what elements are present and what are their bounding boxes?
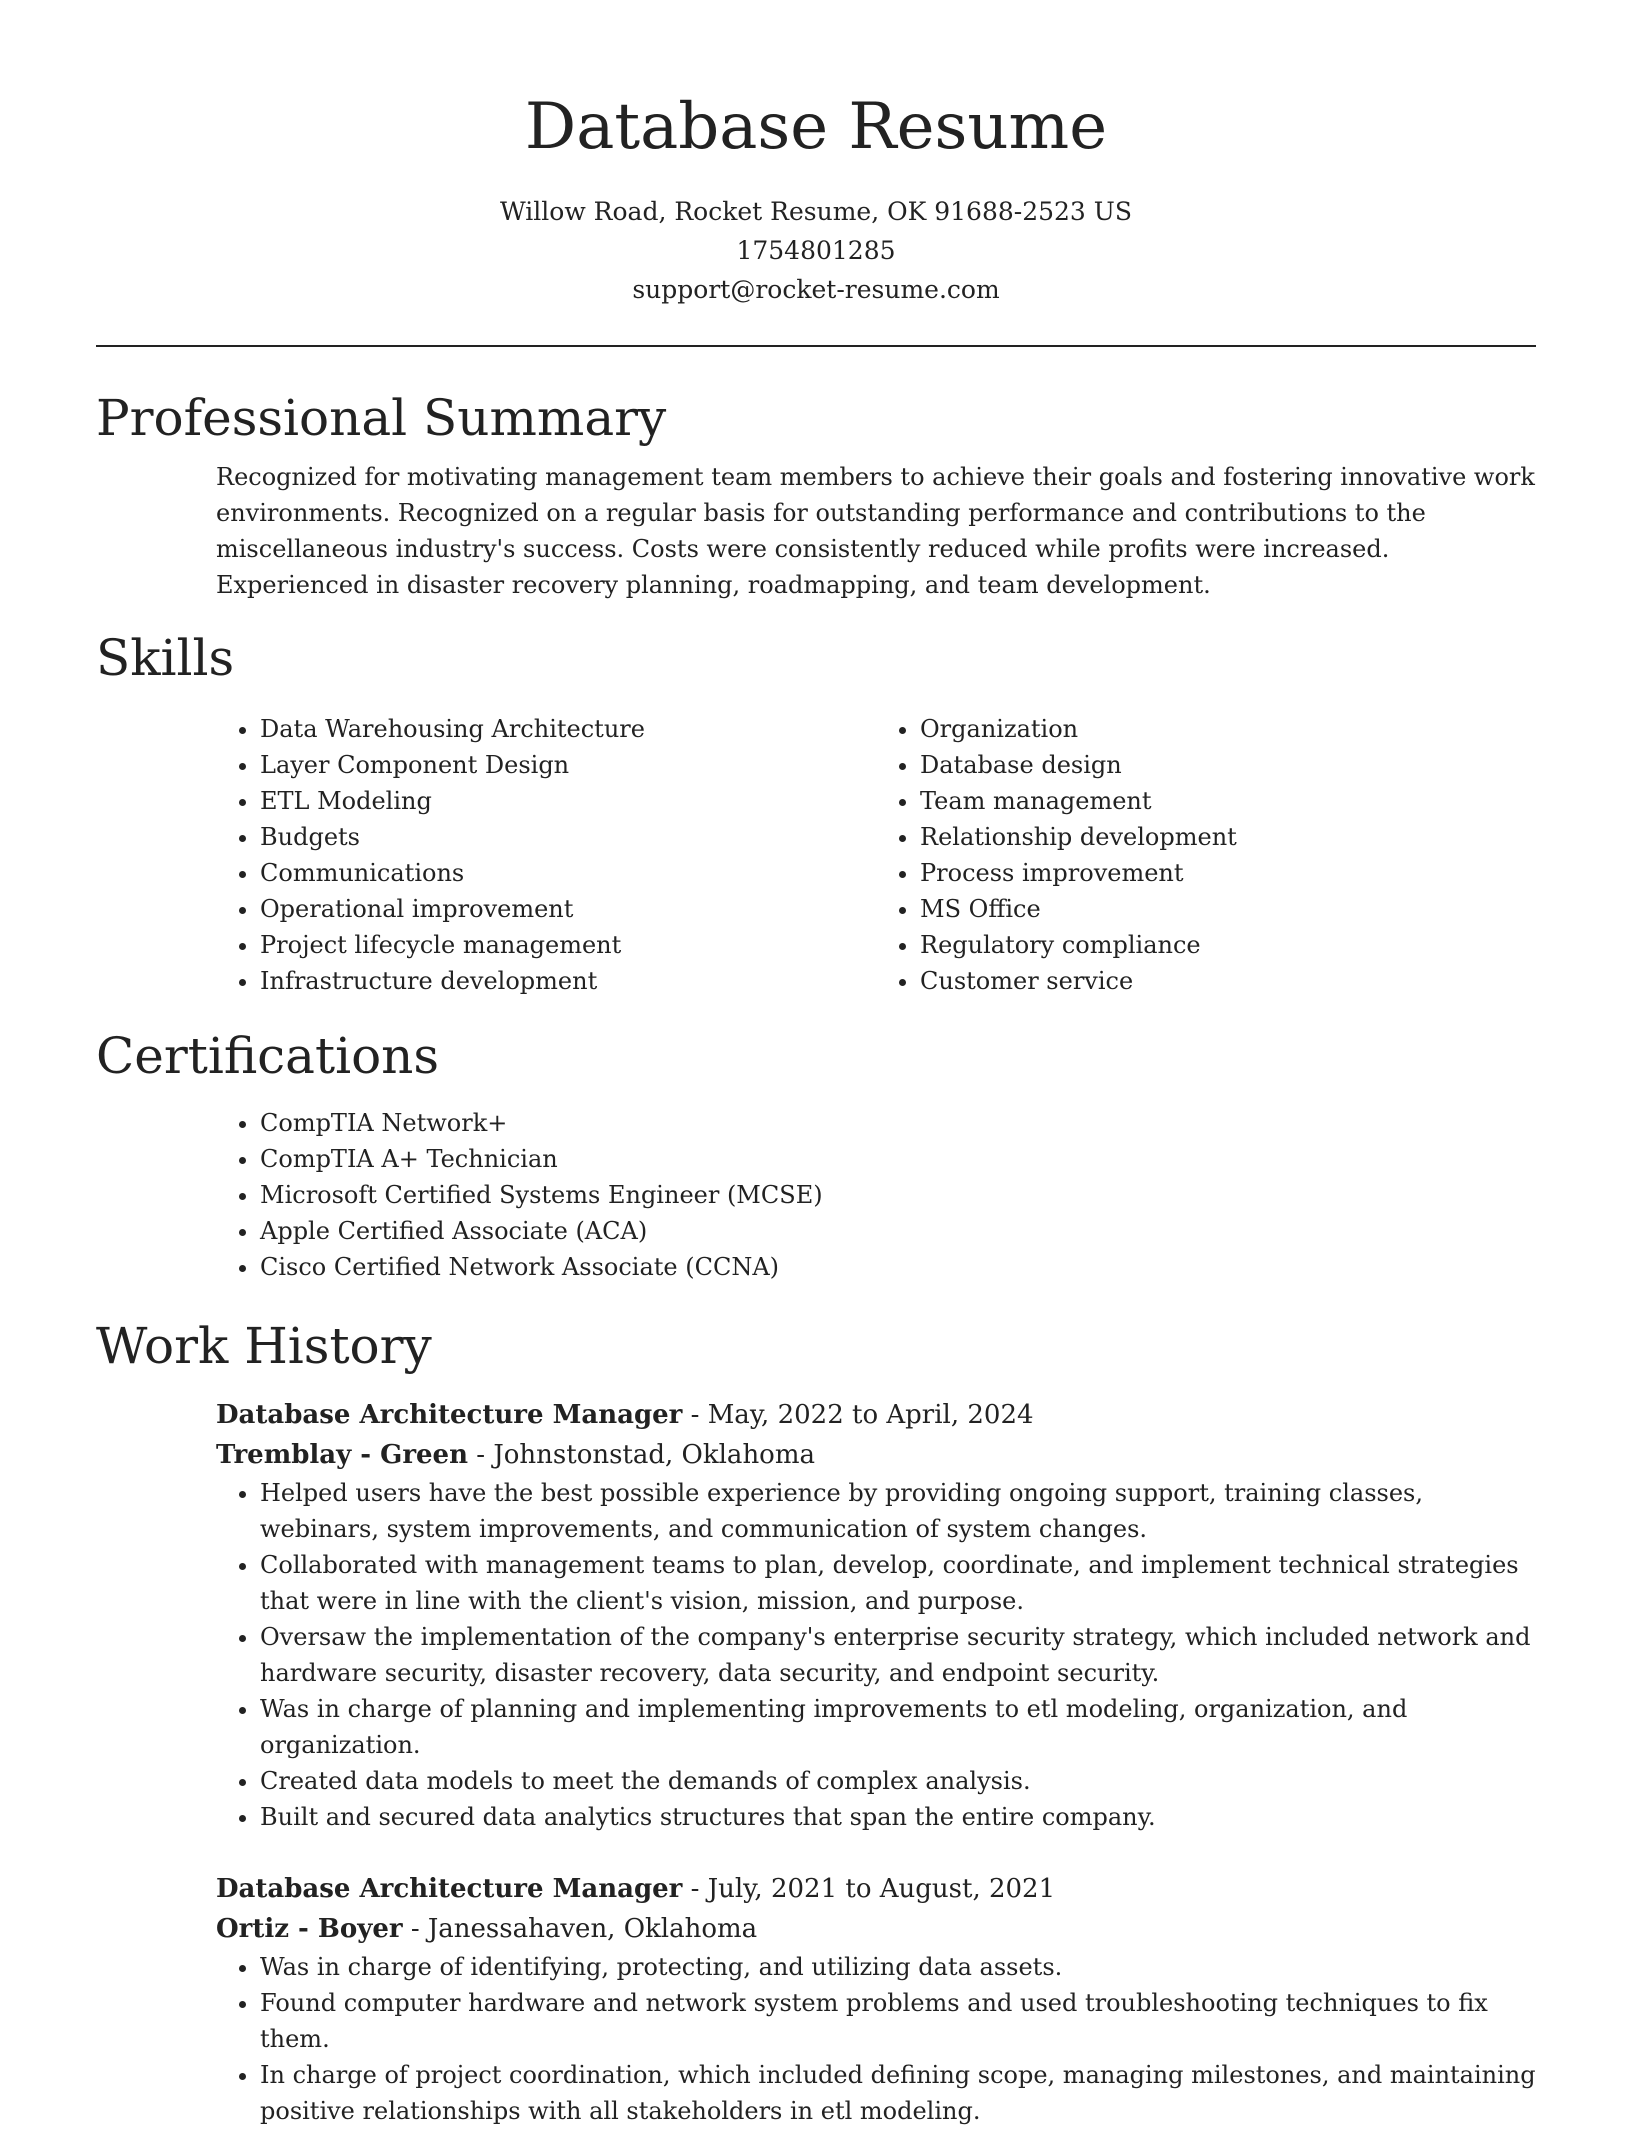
job-location: - Janessahaven, Oklahoma	[402, 1914, 758, 1944]
job-title: Database Architecture Manager	[216, 1400, 683, 1430]
job-company-line	[216, 1435, 1536, 1475]
contact-email: support@rocket-resume.com	[632, 275, 1000, 304]
job-entry	[216, 1395, 1536, 1835]
skill-item: • Customer service	[920, 963, 1536, 999]
work-history-heading: Work History	[96, 1317, 432, 1375]
certification-item: • Apple Certified Associate (ACA)	[260, 1213, 1536, 1249]
skills-list-left	[216, 711, 876, 999]
job-bullet: • In charge of project coordination, which included defining scope, managing milestones, and maintaining positive relationships with all stakeholders in etl modeling.	[260, 2057, 1536, 2129]
skills-columns	[216, 711, 1536, 999]
summary-text: Recognized for motivating management team members to achieve their goals and fostering innovative work environments. Recognized on a regular basis for outstanding performance and contributions to the miscellaneous industry's success. Costs were consistently reduced while profits were increased. Experienced in disaster recovery planning, roadmapping, and team development.	[216, 463, 1535, 599]
job-location: - Johnstonstad, Oklahoma	[468, 1440, 815, 1470]
summary-heading: Professional Summary	[96, 389, 667, 447]
skill-item: • Layer Component Design	[260, 747, 876, 783]
job-dates: - July, 2021 to August, 2021	[682, 1874, 1056, 1904]
skill-item: • Infrastructure development	[260, 963, 876, 999]
skill-item: • Relationship development	[920, 819, 1536, 855]
certifications-list	[216, 1105, 1536, 1285]
job-title: Database Architecture Manager	[216, 1874, 683, 1904]
resume-title: Database Resume	[524, 90, 1108, 164]
job-title-line	[216, 1869, 1536, 1909]
resume-header	[96, 0, 1536, 309]
job-company: Tremblay - Green	[216, 1440, 469, 1470]
job-entry	[216, 1869, 1536, 2129]
header-divider	[96, 345, 1536, 347]
contact-phone: 1754801285	[736, 236, 896, 265]
job-bullets	[216, 1949, 1536, 2129]
contact-address: Willow Road, Rocket Resume, OK 91688-2523 US	[500, 197, 1132, 226]
skill-item: • Data Warehousing Architecture	[260, 711, 876, 747]
job-bullet: • Collaborated with management teams to plan, develop, coordinate, and implement technical strategies that were in line with the client's vision, mission, and purpose.	[260, 1547, 1536, 1619]
job-company-line	[216, 1909, 1536, 1949]
job-bullet: • Was in charge of identifying, protecting, and utilizing data assets.	[260, 1949, 1536, 1985]
certification-item: • CompTIA A+ Technician	[260, 1141, 1536, 1177]
job-bullet: • Created data models to meet the demands of complex analysis.	[260, 1763, 1536, 1799]
job-bullet: • Helped users have the best possible experience by providing ongoing support, training classes, webinars, system improvements, and communication of system changes.	[260, 1475, 1536, 1547]
job-dates: - May, 2022 to April, 2024	[682, 1400, 1034, 1430]
skill-item: • Process improvement	[920, 855, 1536, 891]
job-bullet: • Oversaw the implementation of the company's enterprise security strategy, which included network and hardware security, disaster recovery, data security, and endpoint security.	[260, 1619, 1536, 1691]
job-bullet: • Built and secured data analytics structures that span the entire company.	[260, 1799, 1536, 1835]
certifications-section	[216, 1105, 1536, 1285]
skill-item: • Database design	[920, 747, 1536, 783]
certification-item: • Cisco Certified Network Associate (CCNA)	[260, 1249, 1536, 1285]
job-title-line	[216, 1395, 1536, 1435]
resume-page	[96, 0, 1536, 2129]
skill-item: • MS Office	[920, 891, 1536, 927]
job-company: Ortiz - Boyer	[216, 1914, 403, 1944]
skill-item: • Team management	[920, 783, 1536, 819]
skill-item: • ETL Modeling	[260, 783, 876, 819]
skill-item: • Operational improvement	[260, 891, 876, 927]
job-bullet: • Was in charge of planning and implementing improvements to etl modeling, organization, and organization.	[260, 1691, 1536, 1763]
skill-item: • Regulatory compliance	[920, 927, 1536, 963]
job-bullets	[216, 1475, 1536, 1835]
certification-item: • Microsoft Certified Systems Engineer (MCSE)	[260, 1177, 1536, 1213]
skill-item: • Organization	[920, 711, 1536, 747]
skill-item: • Communications	[260, 855, 876, 891]
skills-list-right	[876, 711, 1536, 999]
skill-item: • Budgets	[260, 819, 876, 855]
certifications-heading: Certifications	[96, 1027, 440, 1085]
skills-heading: Skills	[96, 629, 235, 687]
skill-item: • Project lifecycle management	[260, 927, 876, 963]
certification-item: • CompTIA Network+	[260, 1105, 1536, 1141]
job-bullet: • Found computer hardware and network system problems and used troubleshooting techniques to fix them.	[260, 1985, 1536, 2057]
